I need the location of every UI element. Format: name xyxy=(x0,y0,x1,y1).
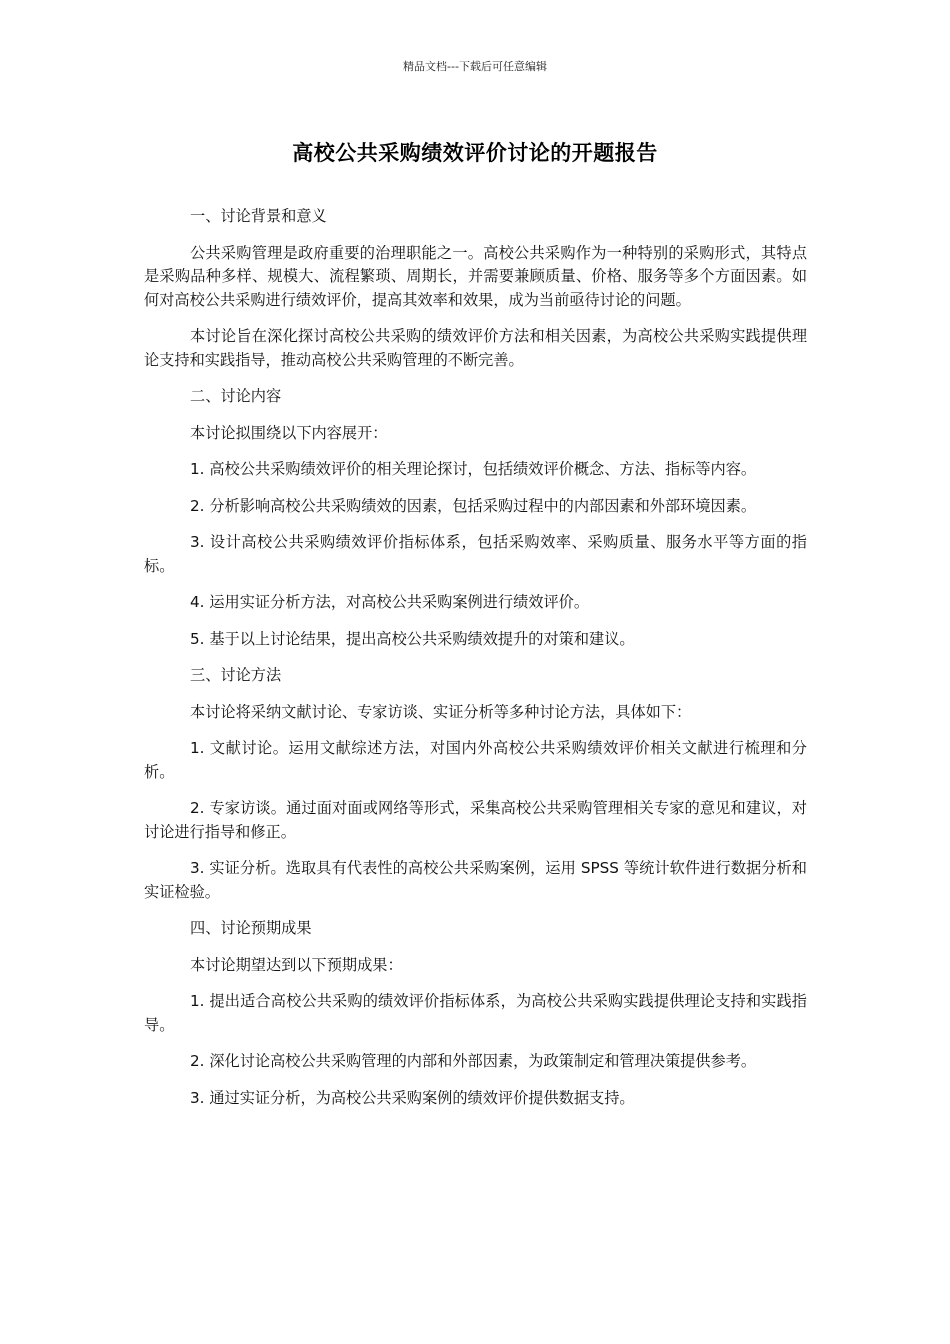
paragraph: 3. 通过实证分析，为高校公共采购案例的绩效评价提供数据支持。 xyxy=(190,1088,635,1107)
paragraph: 3. 实证分析。选取具有代表性的高校公共采购案例，运用 SPSS 等统计软件进行数据分析和实证检验。 xyxy=(144,859,807,901)
paragraph: 1. 提出适合高校公共采购的绩效评价指标体系，为高校公共采购实践提供理论支持和实践指导。 xyxy=(144,992,807,1034)
paragraph: 2. 深化讨论高校公共采购管理的内部和外部因素，为政策制定和管理决策提供参考。 xyxy=(190,1052,757,1070)
paragraph: 本讨论拟围绕以下内容展开： xyxy=(190,423,388,442)
document-title: 高校公共采购绩效评价讨论的开题报告 xyxy=(292,141,658,165)
paragraph: 5. 基于以上讨论结果，提出高校公共采购绩效提升的对策和建议。 xyxy=(190,629,635,648)
paragraph: 本讨论期望达到以下预期成果： xyxy=(190,955,403,974)
paragraph: 本讨论旨在深化探讨高校公共采购的绩效评价方法和相关因素，为高校公共采购实践提供理论支持和实践指导，推动高校公共采购管理的不断完善。 xyxy=(144,327,807,369)
paragraph: 2. 分析影响高校公共采购绩效的因素，包括采购过程中的内部因素和外部环境因素。 xyxy=(190,496,757,515)
section-heading: 四、讨论预期成果 xyxy=(190,919,312,937)
paragraph: 1. 高校公共采购绩效评价的相关理论探讨，包括绩效评价概念、方法、指标等内容。 xyxy=(190,460,757,478)
paragraph: 1. 文献讨论。运用文献综述方法，对国内外高校公共采购绩效评价相关文献进行梳理和分析。 xyxy=(144,739,807,781)
section-heading: 一、讨论背景和意义 xyxy=(190,207,327,225)
paragraph: 本讨论将采纳文献讨论、专家访谈、实证分析等多种讨论方法，具体如下： xyxy=(190,702,692,721)
section-heading: 二、讨论内容 xyxy=(190,387,282,405)
section-heading: 三、讨论方法 xyxy=(190,666,282,684)
paragraph: 3. 设计高校公共采购绩效评价指标体系，包括采购效率、采购质量、服务水平等方面的指标。 xyxy=(144,533,807,575)
paragraph: 4. 运用实证分析方法，对高校公共采购案例进行绩效评价。 xyxy=(190,593,590,611)
paragraph: 2. 专家访谈。通过面对面或网络等形式，采集高校公共采购管理相关专家的意见和建议，对讨论进行指导和修正。 xyxy=(144,799,807,841)
document-body xyxy=(144,205,807,1123)
page-header: 精品文档---下载后可任意编辑 xyxy=(403,60,547,73)
paragraph: 公共采购管理是政府重要的治理职能之一。高校公共采购作为一种特别的采购形式，其特点是采购品种多样、规模大、流程繁琐、周期长，并需要兼顾质量、价格、服务等多个方面因素。如何对高校公共采购进行绩效评价，提高其效率和效果，成为当前亟待讨论的问题。 xyxy=(144,243,807,309)
